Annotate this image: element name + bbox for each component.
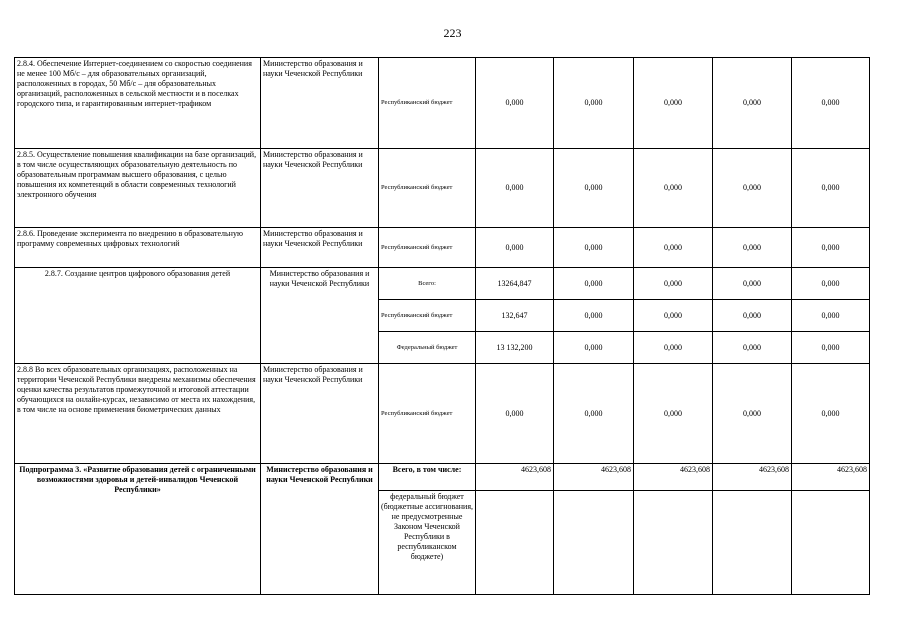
value-cell: 13 132,200 bbox=[476, 332, 554, 364]
page-number: 223 bbox=[443, 26, 462, 40]
value-cell: 0,000 bbox=[792, 332, 870, 364]
funding-source: Республиканский бюджет bbox=[379, 364, 476, 464]
funding-source: Республиканский бюджет bbox=[379, 149, 476, 228]
value-cell: 0,000 bbox=[713, 364, 792, 464]
activity-name: 2.8.8 Во всех образовательных организациях, расположенных на территории Чеченской Республики внедрены механизмы обеспечения оценки качества результатов промежуточной и итоговой аттестации обучающихся на онлайн-курсах, независимо от места их нахождения, в том числе на основе применения биометрических данных bbox=[15, 364, 261, 464]
total-label: Всего, в том числе: bbox=[379, 464, 476, 491]
value-cell bbox=[713, 491, 792, 595]
subprogram-executor: Министерство образования и науки Чеченской Республики bbox=[261, 464, 379, 595]
subprogram-name: Подпрограмма 3. «Развитие образования детей с ограниченными возможностями здоровья и детей-инвалидов Чеченской Республики» bbox=[15, 464, 261, 595]
value-cell: 0,000 bbox=[792, 58, 870, 149]
value-cell: 13264,847 bbox=[476, 268, 554, 300]
value-cell: 0,000 bbox=[476, 228, 554, 268]
value-cell: 0,000 bbox=[792, 300, 870, 332]
value-cell: 0,000 bbox=[634, 300, 713, 332]
activity-name: 2.8.5. Осуществление повышения квалификации на базе организаций, в том числе осуществляющих образовательную деятельность по образовательным программам высшего образования, с целью повышения их компетенций в области современных технологий электронного обучения bbox=[15, 149, 261, 228]
value-cell: 0,000 bbox=[713, 268, 792, 300]
executor: Министерство образования и науки Чеченской Республики bbox=[261, 58, 379, 149]
activity-name: 2.8.7. Создание центров цифрового образования детей bbox=[15, 268, 261, 364]
value-cell: 0,000 bbox=[713, 228, 792, 268]
value-cell: 0,000 bbox=[554, 149, 634, 228]
value-cell: 0,000 bbox=[792, 228, 870, 268]
executor: Министерство образования и науки Чеченской Республики bbox=[261, 149, 379, 228]
value-cell: 4623,608 bbox=[634, 464, 713, 491]
value-cell: 0,000 bbox=[634, 228, 713, 268]
value-cell: 0,000 bbox=[554, 300, 634, 332]
value-cell: 0,000 bbox=[713, 58, 792, 149]
executor: Министерство образования и науки Чеченской Республики bbox=[261, 268, 379, 364]
value-cell: 0,000 bbox=[554, 228, 634, 268]
table-row bbox=[15, 58, 870, 149]
funding-source: Республиканский бюджет bbox=[379, 58, 476, 149]
value-cell: 0,000 bbox=[634, 268, 713, 300]
value-cell: 0,000 bbox=[634, 149, 713, 228]
funding-source: Федеральный бюджет bbox=[379, 332, 476, 364]
value-cell: 0,000 bbox=[713, 300, 792, 332]
funding-source: Всего: bbox=[379, 268, 476, 300]
value-cell bbox=[792, 491, 870, 595]
value-cell: 0,000 bbox=[792, 149, 870, 228]
activity-name: 2.8.4. Обеспечение Интернет-соединением со скоростью соединения не менее 100 Мб/с – для образовательных организаций, расположенных в городах, 50 Мб/с – для образовательных организаций, расположенных в сельской местности и в поселках городского типа, и гарантированным интернет-трафиком bbox=[15, 58, 261, 149]
value-cell: 0,000 bbox=[554, 268, 634, 300]
value-cell: 0,000 bbox=[476, 364, 554, 464]
value-cell bbox=[476, 491, 554, 595]
executor: Министерство образования и науки Чеченской Республики bbox=[261, 228, 379, 268]
table-row bbox=[15, 228, 870, 268]
value-cell: 0,000 bbox=[713, 149, 792, 228]
federal-budget-label: федеральный бюджет (бюджетные ассигнования, не предусмотренные Законом Чеченской Республики в республиканском бюджете) bbox=[379, 491, 476, 595]
value-cell: 4623,608 bbox=[476, 464, 554, 491]
value-cell bbox=[634, 491, 713, 595]
budget-table bbox=[14, 57, 870, 595]
funding-source: Республиканский бюджет bbox=[379, 228, 476, 268]
value-cell: 4623,608 bbox=[554, 464, 634, 491]
value-cell: 4623,608 bbox=[792, 464, 870, 491]
value-cell: 0,000 bbox=[554, 364, 634, 464]
funding-source: Республиканский бюджет bbox=[379, 300, 476, 332]
table-row bbox=[15, 268, 870, 300]
value-cell: 0,000 bbox=[792, 364, 870, 464]
executor: Министерство образования и науки Чеченской Республики bbox=[261, 364, 379, 464]
table-row bbox=[15, 149, 870, 228]
value-cell: 0,000 bbox=[634, 364, 713, 464]
value-cell: 4623,608 bbox=[713, 464, 792, 491]
value-cell: 0,000 bbox=[476, 58, 554, 149]
value-cell: 0,000 bbox=[476, 149, 554, 228]
value-cell: 132,647 bbox=[476, 300, 554, 332]
table-row bbox=[15, 464, 870, 491]
value-cell: 0,000 bbox=[554, 332, 634, 364]
value-cell bbox=[554, 491, 634, 595]
value-cell: 0,000 bbox=[634, 332, 713, 364]
value-cell: 0,000 bbox=[713, 332, 792, 364]
value-cell: 0,000 bbox=[634, 58, 713, 149]
value-cell: 0,000 bbox=[554, 58, 634, 149]
activity-name: 2.8.6. Проведение эксперимента по внедрению в образовательную программу современных цифровых технологий bbox=[15, 228, 261, 268]
table-row bbox=[15, 364, 870, 464]
value-cell: 0,000 bbox=[792, 268, 870, 300]
